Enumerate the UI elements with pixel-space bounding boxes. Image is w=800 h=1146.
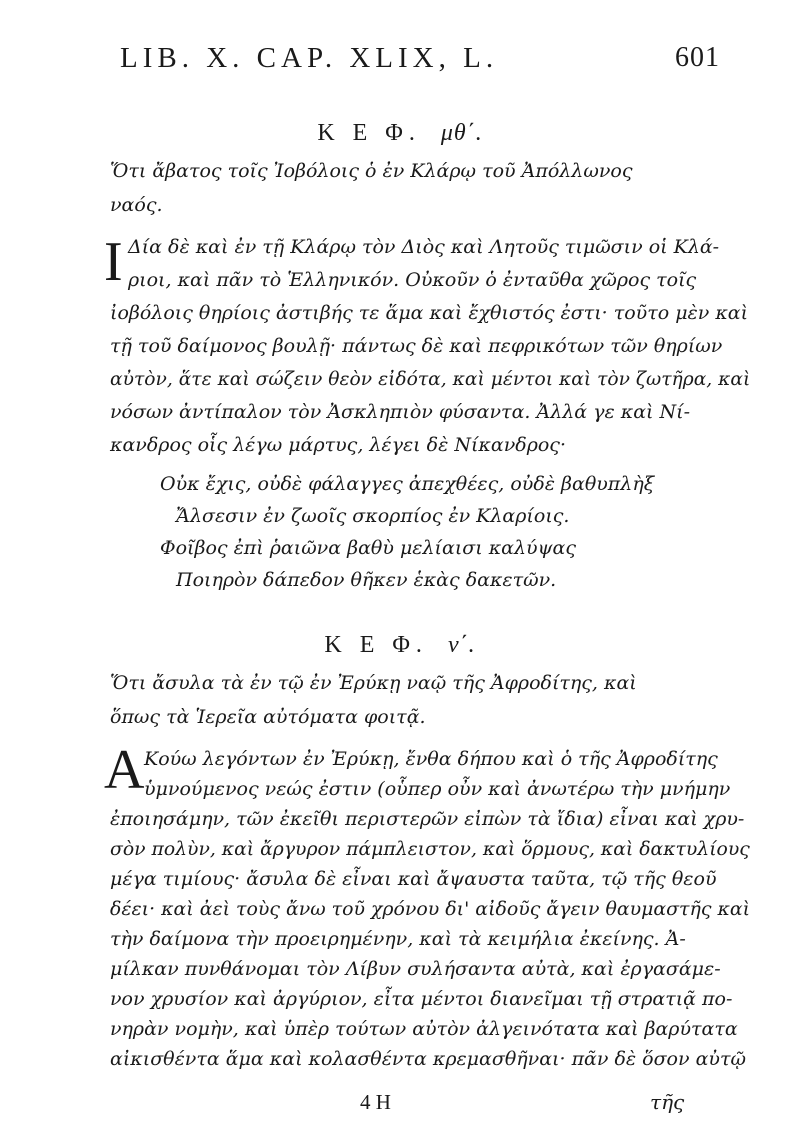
body-line: δέει· καὶ ἀεὶ τοὺς ἄνω τοῦ χρόνου δι' αἰδοῦς ἄγειν θαυμαστῆς καὶ xyxy=(110,898,751,920)
body-line: Δία δὲ καὶ ἐν τῇ Κλάρῳ τὸν Διὸς καὶ Λητοῦς τιμῶσιν οἱ Κλά- xyxy=(128,236,720,258)
chapter-number: μθ΄. xyxy=(440,120,483,146)
body-line: τῇ τοῦ δαίμονος βουλῇ· πάντως δὲ καὶ πεφρικότων τῶν θηρίων xyxy=(110,335,723,357)
summary-line: ναός. xyxy=(110,194,163,216)
summary-line: Ὅτι ἄσυλα τὰ ἐν τῷ ἐν Ἐρύκῃ ναῷ τῆς Ἀφροδίτης, καὶ xyxy=(110,672,637,694)
drop-cap: Α xyxy=(104,739,145,801)
signature-mark: 4 H xyxy=(360,1090,391,1114)
body-line: αἰκισθέντα ἅμα καὶ κολασθέντα κρεμασθῆναι· πᾶν δὲ ὅσον αὐτῷ xyxy=(110,1048,746,1070)
chapter-heading xyxy=(0,120,800,147)
body-line: νόσων ἀντίπαλον τὸν Ἀσκληπιὸν φύσαντα. Ἀλλά γε καὶ Νί- xyxy=(110,401,691,423)
body-line: σὸν πολὺν, καὶ ἄργυρον πάμπλειστον, καὶ ὅρμους, καὶ δακτυλίους xyxy=(110,838,750,860)
running-title: LIB. X. CAP. XLIX, L. xyxy=(120,42,499,74)
summary-line: ὅπως τὰ Ἱερεῖα αὐτόματα φοιτᾷ. xyxy=(110,706,426,728)
running-head xyxy=(120,42,720,82)
chapter-heading xyxy=(0,632,800,659)
verse-line: Ποιηρὸν δάπεδον θῆκεν ἑκὰς δακετῶν. xyxy=(176,569,557,591)
body-line: μέγα τιμίους· ἄσυλα δὲ εἶναι καὶ ἄψαυστα ταῦτα, τῷ τῆς θεοῦ xyxy=(110,868,717,890)
page-number: 601 xyxy=(675,42,720,73)
verse-line: Ἄλσεσιν ἐν ζωοῖς σκορπίος ἐν Κλαρίοις. xyxy=(176,505,570,527)
body-line: αὐτὸν, ἅτε καὶ σώζειν θεὸν εἰδότα, καὶ μέντοι καὶ τὸν ζωτῆρα, καὶ xyxy=(110,368,751,390)
body-line: ριοι, καὶ πᾶν τὸ Ἑλληνικόν. Οὐκοῦν ὁ ἐνταῦθα χῶρος τοῖς xyxy=(128,269,697,291)
verse-line: Φοῖβος ἐπὶ ῥαιῶνα βαθὺ μελίαισι καλύψας xyxy=(160,537,576,559)
verse-line: Οὐκ ἔχις, οὐδὲ φάλαγγες ἀπεχθέες, οὐδὲ βαθυπλὴξ xyxy=(160,473,655,495)
chapter-heading-label: Κ Ε Φ. xyxy=(317,120,421,146)
body-line: νηρὰν νομὴν, καὶ ὑπὲρ τούτων αὐτὸν ἀλγεινότατα καὶ βαρύτατα xyxy=(110,1018,738,1040)
drop-cap: Ι xyxy=(104,231,123,293)
body-line: μίλκαν πυνθάνομαι τὸν Λίβυν συλήσαντα αὐτὰ, καὶ ἐργασάμε- xyxy=(110,958,721,980)
body-line: κανδρος οἷς λέγω μάρτυς, λέγει δὲ Νίκανδρος· xyxy=(110,434,566,456)
body-line: Κούω λεγόντων ἐν Ἐρύκῃ, ἔνθα δήπου καὶ ὁ τῆς Ἀφροδίτης xyxy=(144,748,718,770)
body-line: νον χρυσίον καὶ ἀργύριον, εἶτα μέντοι διανεῖμαι τῇ στρατιᾷ πο- xyxy=(110,988,733,1010)
body-line: ὑμνούμενος νεώς ἐστιν (οὗπερ οὖν καὶ ἀνωτέρω τὴν μνήμην xyxy=(144,778,731,800)
body-line: ἐποιησάμην, τῶν ἐκεῖθι περιστερῶν εἰπὼν τὰ ἴδια) εἶναι καὶ χρυ- xyxy=(110,808,745,830)
catchword: τῆς xyxy=(650,1090,685,1114)
body-line: τὴν δαίμονα τὴν προειρημένην, καὶ τὰ κειμήλια ἐκείνης. Ἀ- xyxy=(110,928,686,950)
summary-line: Ὅτι ἄβατος τοῖς Ἰοβόλοις ὁ ἐν Κλάρῳ τοῦ Ἀπόλλωνος xyxy=(110,160,633,182)
body-line: ἰοβόλοις θηρίοις ἀστιβής τε ἅμα καὶ ἔχθιστός ἐστι· τοῦτο μὲν καὶ xyxy=(110,302,749,324)
chapter-heading-label: Κ Ε Φ. xyxy=(324,632,428,658)
chapter-number: ν΄. xyxy=(447,632,476,658)
